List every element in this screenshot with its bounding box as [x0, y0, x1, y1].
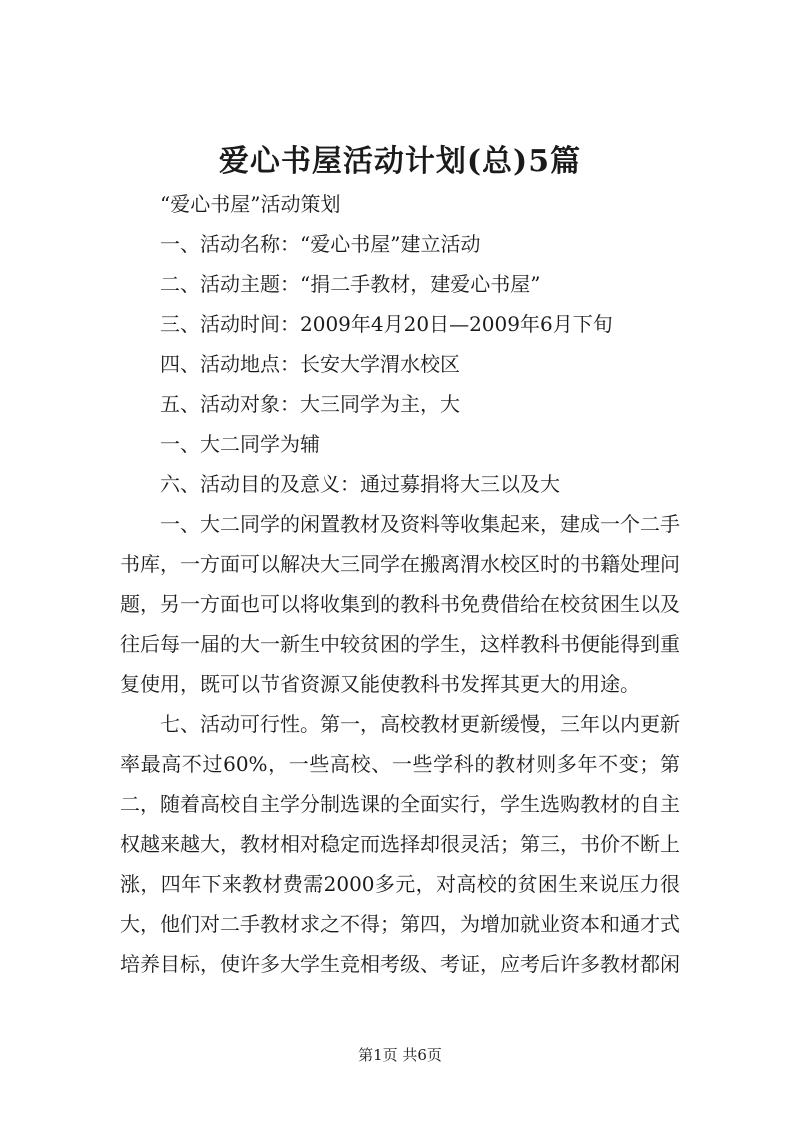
document-title: 爱心书屋活动计划(总)5篇: [218, 144, 582, 179]
activity-name-line: 一、活动名称：“爱心书屋”建立活动: [160, 232, 481, 256]
activity-location-line: 四、活动地点：长安大学渭水校区: [160, 352, 460, 376]
activity-theme-line: 二、活动主题：“捐二手教材，建爱心书屋”: [160, 272, 541, 296]
plan-heading: “爱心书屋”活动策划: [160, 192, 341, 216]
purpose-paragraph: 一、大二同学的闲置教材及资料等收集起来，建成一个二手书库，一方面可以解决大三同学在搬离渭水校区时的书籍处理问题，另一方面也可以将收集到的教科书免费借给在校贫困生以及往后每一届的大一新生中较贫困的学生，这样教科书便能得到重复使用，既可以节省资源又能使教科书发挥其更大的用途。: [120, 512, 680, 696]
document-body: [120, 184, 680, 984]
activity-time-line: 三、活动时间：2009年4月20日—2009年6月下旬: [160, 312, 613, 336]
activity-target-continued-line: 一、大二同学为辅: [160, 432, 320, 456]
feasibility-paragraph: 七、活动可行性。第一，高校教材更新缓慢，三年以内更新率最高不过60%，一些高校、一些学科的教材则多年不变；第二，随着高校自主学分制选课的全面实行，学生选购教材的自主权越来越大，教材相对稳定而选择却很灵活；第三，书价不断上涨，四年下来教材费需2000多元，对高校的贫困生来说压力很大，他们对二手教材求之不得；第四，为增加就业资本和通才式培养目标，使许多大学生竞相考级、考证，应考后许多教材都闲: [120, 712, 680, 976]
activity-target-line: 五、活动对象：大三同学为主，大: [160, 392, 460, 416]
activity-purpose-line: 六、活动目的及意义：通过募捐将大三以及大: [160, 472, 560, 496]
page-number-footer: 第1页 共6页: [358, 1046, 442, 1064]
